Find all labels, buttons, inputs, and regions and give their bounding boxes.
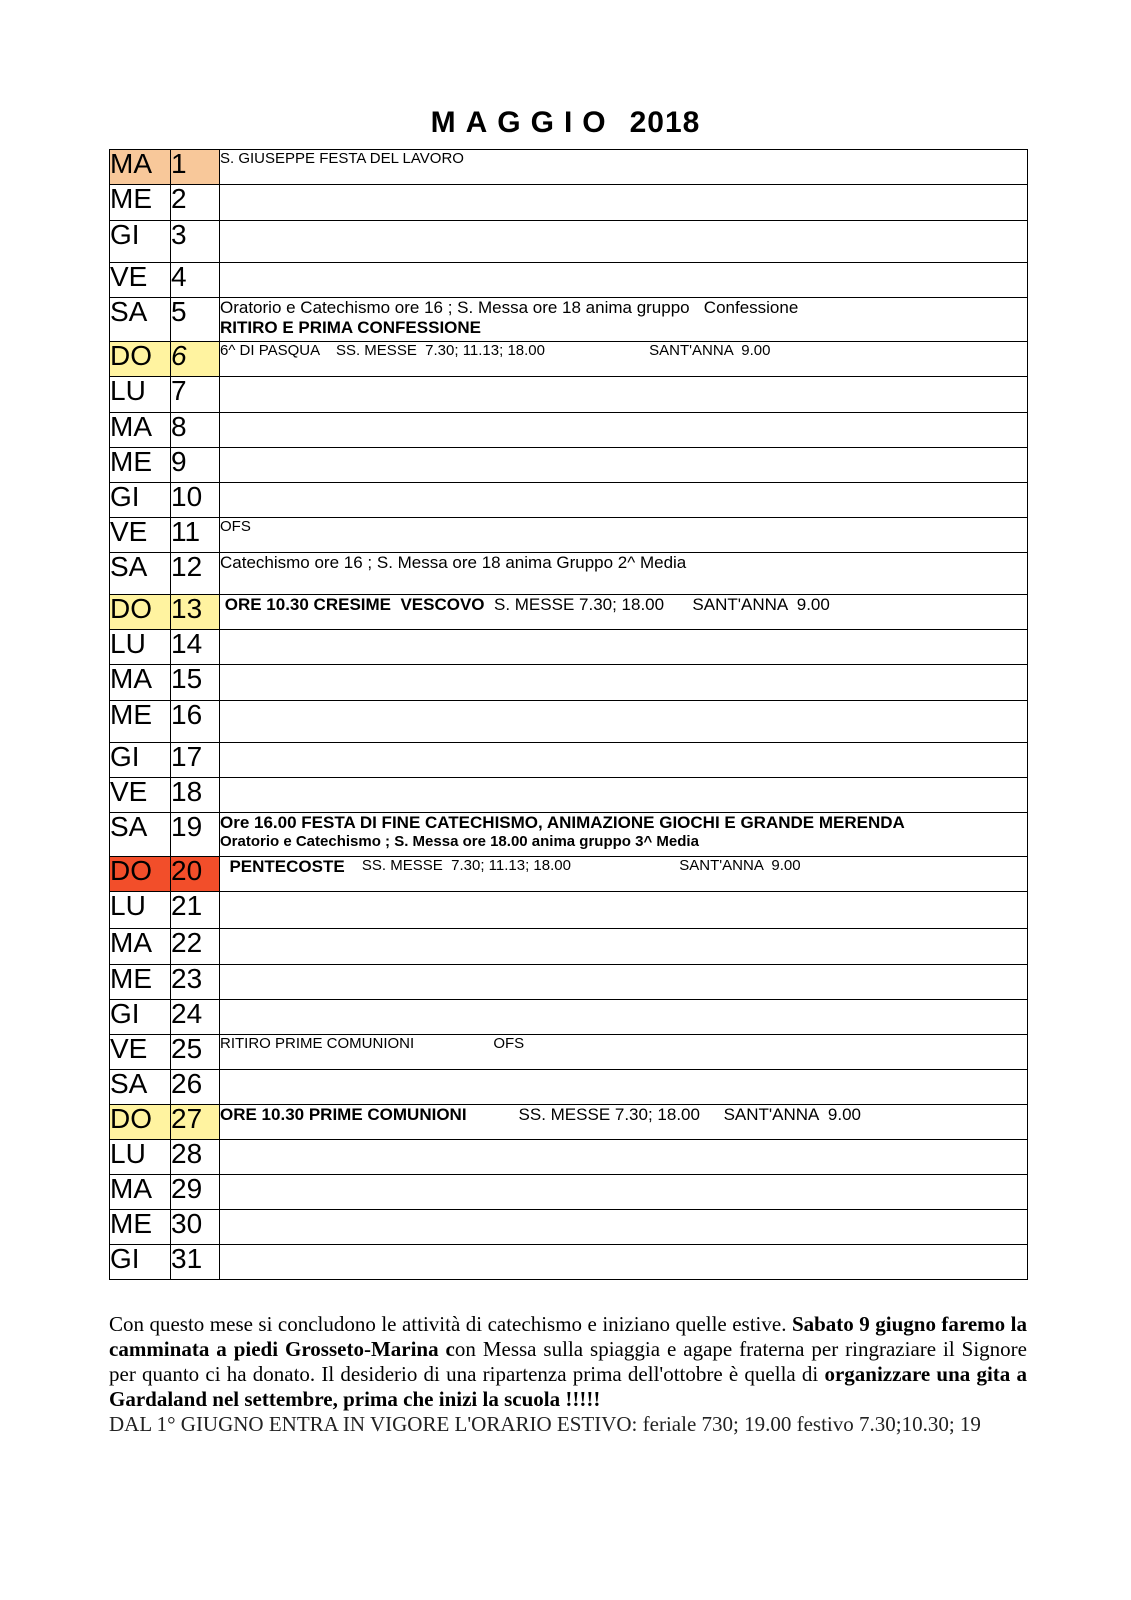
- footer-paragraph-summer-schedule: DAL 1° GIUGNO ENTRA IN VIGORE L'ORARIO ESTIVO: feriale 730; 19.00 festivo 7.30;10.30; 19: [109, 1412, 981, 1436]
- calendar-row: [110, 150, 1028, 185]
- event-cell: [220, 518, 1028, 553]
- event-text: 6^ DI PASQUA SS. MESSE 7.30; 11.13; 18.00 SANT'ANNA 9.00: [220, 342, 771, 359]
- weekday-cell: ME: [110, 965, 171, 1000]
- title-month: MAGGIO: [430, 106, 616, 139]
- day-number-cell: 4: [171, 263, 220, 298]
- footer-text-run: organizzare una gita a Gardaland nel settembre, prima che inizi la scuola !!!!!: [109, 1362, 1027, 1411]
- day-number-cell: 7: [171, 377, 220, 413]
- day-number-cell: 1: [171, 150, 220, 185]
- event-line: [220, 298, 1027, 318]
- event-text: PENTECOSTE: [220, 857, 350, 876]
- calendar-row: [110, 595, 1028, 630]
- day-number-cell: 18: [171, 778, 220, 813]
- event-cell: [220, 1105, 1028, 1140]
- event-cell: [220, 413, 1028, 448]
- weekday-cell: MA: [110, 929, 171, 965]
- calendar-row: [110, 263, 1028, 298]
- day-number-cell: 10: [171, 483, 220, 518]
- calendar-body: [110, 150, 1028, 1280]
- weekday-cell: GI: [110, 1245, 171, 1280]
- event-cell: [220, 298, 1028, 342]
- weekday-cell: VE: [110, 263, 171, 298]
- day-number-cell: 28: [171, 1140, 220, 1175]
- event-cell: [220, 1035, 1028, 1070]
- weekday-cell: DO: [110, 1105, 171, 1140]
- event-cell: [220, 263, 1028, 298]
- event-cell: [220, 1140, 1028, 1175]
- event-line: [220, 518, 1027, 536]
- event-text: Ore 16.00 FESTA DI FINE CATECHISMO, ANIMAZIONE GIOCHI E GRANDE MERENDA: [220, 813, 905, 832]
- event-cell: [220, 665, 1028, 701]
- page-title: [0, 106, 1131, 140]
- event-text: S. GIUSEPPE FESTA DEL LAVORO: [220, 150, 464, 167]
- calendar-row: [110, 1210, 1028, 1245]
- event-line: [220, 813, 1027, 833]
- weekday-cell: ME: [110, 701, 171, 743]
- calendar-row: [110, 342, 1028, 377]
- event-cell: [220, 483, 1028, 518]
- weekday-cell: DO: [110, 857, 171, 892]
- weekday-cell: SA: [110, 813, 171, 857]
- day-number-cell: 19: [171, 813, 220, 857]
- day-number-cell: 5: [171, 298, 220, 342]
- calendar-row: [110, 1105, 1028, 1140]
- weekday-cell: DO: [110, 595, 171, 630]
- day-number-cell: 9: [171, 448, 220, 483]
- calendar-row: [110, 448, 1028, 483]
- event-text: OFS: [220, 518, 251, 535]
- weekday-cell: ME: [110, 185, 171, 221]
- event-cell: [220, 1000, 1028, 1035]
- day-number-cell: 30: [171, 1210, 220, 1245]
- weekday-cell: MA: [110, 665, 171, 701]
- calendar-row: [110, 857, 1028, 892]
- event-cell: [220, 377, 1028, 413]
- weekday-cell: GI: [110, 743, 171, 778]
- event-cell: [220, 185, 1028, 221]
- footer-text-run: Con questo mese si concludono le attività di catechismo e iniziano quelle estive.: [109, 1312, 792, 1336]
- event-text: Oratorio e Catechismo ; S. Messa ore 18.00 anima gruppo 3^ Media: [220, 833, 699, 851]
- calendar-row: [110, 813, 1028, 857]
- day-number-cell: 25: [171, 1035, 220, 1070]
- calendar-row: [110, 965, 1028, 1000]
- event-line: [220, 150, 1027, 168]
- footer-paragraph-activities: [109, 1312, 1027, 1412]
- day-number-cell: 11: [171, 518, 220, 553]
- footer-text-run: Sabato 9 giugno faremo la camminata a piedi Grosseto-Marina c: [109, 1312, 1027, 1361]
- event-line: [220, 342, 1027, 360]
- event-line: [220, 833, 1027, 851]
- day-number-cell: 2: [171, 185, 220, 221]
- weekday-cell: MA: [110, 413, 171, 448]
- calendar-row: [110, 743, 1028, 778]
- day-number-cell: 23: [171, 965, 220, 1000]
- event-cell: [220, 1070, 1028, 1105]
- weekday-cell: GI: [110, 1000, 171, 1035]
- calendar-row: [110, 553, 1028, 595]
- title-year: 2018: [629, 106, 701, 139]
- event-cell: [220, 965, 1028, 1000]
- event-cell: [220, 553, 1028, 595]
- calendar-row: [110, 1035, 1028, 1070]
- event-text: RITIRO PRIME COMUNIONI OFS: [220, 1035, 525, 1052]
- event-line: [220, 1105, 1027, 1125]
- calendar-row: [110, 892, 1028, 929]
- event-text: ORE 10.30 CRESIME VESCOVO: [220, 595, 490, 614]
- weekday-cell: LU: [110, 377, 171, 413]
- calendar-row: [110, 413, 1028, 448]
- day-number-cell: 3: [171, 221, 220, 263]
- footer-notes: [109, 1312, 1027, 1437]
- weekday-cell: DO: [110, 342, 171, 377]
- event-cell: [220, 929, 1028, 965]
- calendar-row: [110, 665, 1028, 701]
- calendar-row: [110, 221, 1028, 263]
- weekday-cell: SA: [110, 298, 171, 342]
- event-cell: [220, 1175, 1028, 1210]
- weekday-cell: SA: [110, 1070, 171, 1105]
- calendar-row: [110, 1000, 1028, 1035]
- calendar-row: [110, 483, 1028, 518]
- calendar-row: [110, 1140, 1028, 1175]
- calendar-row: [110, 298, 1028, 342]
- event-cell: [220, 778, 1028, 813]
- day-number-cell: 20: [171, 857, 220, 892]
- day-number-cell: 16: [171, 701, 220, 743]
- event-cell: [220, 701, 1028, 743]
- weekday-cell: SA: [110, 553, 171, 595]
- day-number-cell: 26: [171, 1070, 220, 1105]
- weekday-cell: VE: [110, 518, 171, 553]
- event-cell: [220, 892, 1028, 929]
- day-number-cell: 12: [171, 553, 220, 595]
- event-cell: [220, 150, 1028, 185]
- calendar-row: [110, 1245, 1028, 1280]
- calendar-row: [110, 377, 1028, 413]
- event-text: Oratorio e Catechismo ore 16 ; S. Messa ore 18 anima gruppo Confessione: [220, 298, 799, 317]
- event-cell: [220, 221, 1028, 263]
- event-line: [220, 1035, 1027, 1053]
- day-number-cell: 21: [171, 892, 220, 929]
- day-number-cell: 14: [171, 630, 220, 665]
- weekday-cell: LU: [110, 1140, 171, 1175]
- event-text: SS. MESSE 7.30; 18.00 SANT'ANNA 9.00: [466, 1105, 861, 1124]
- calendar-row: [110, 1175, 1028, 1210]
- footer-text-run: on Messa sulla spiaggia e agape fraterna per ringraziare il Signore per quanto ci ha donato. Il desiderio di una ripartenza prima dell'ottobre è quella di: [109, 1337, 1027, 1386]
- event-cell: [220, 857, 1028, 892]
- event-text: ORE 10.30 PRIME COMUNIONI: [220, 1105, 467, 1124]
- event-cell: [220, 743, 1028, 778]
- event-text: S. MESSE 7.30; 18.00 SANT'ANNA 9.00: [489, 595, 830, 614]
- event-cell: [220, 342, 1028, 377]
- day-number-cell: 8: [171, 413, 220, 448]
- calendar-row: [110, 929, 1028, 965]
- weekday-cell: ME: [110, 448, 171, 483]
- event-cell: [220, 630, 1028, 665]
- day-number-cell: 31: [171, 1245, 220, 1280]
- event-cell: [220, 448, 1028, 483]
- calendar-row: [110, 185, 1028, 221]
- event-cell: [220, 813, 1028, 857]
- weekday-cell: MA: [110, 150, 171, 185]
- event-line: [220, 595, 1027, 615]
- event-line: [220, 857, 1027, 877]
- calendar-table: [109, 149, 1028, 1280]
- calendar-row: [110, 701, 1028, 743]
- weekday-cell: VE: [110, 1035, 171, 1070]
- weekday-cell: GI: [110, 221, 171, 263]
- calendar-row: [110, 1070, 1028, 1105]
- day-number-cell: 13: [171, 595, 220, 630]
- calendar-row: [110, 630, 1028, 665]
- event-line: [220, 318, 1027, 338]
- event-text: SS. MESSE 7.30; 11.13; 18.00 SANT'ANNA 9.00: [349, 857, 801, 874]
- event-text: Catechismo ore 16 ; S. Messa ore 18 anima Gruppo 2^ Media: [220, 553, 687, 572]
- event-line: [220, 553, 1027, 573]
- day-number-cell: 17: [171, 743, 220, 778]
- event-cell: [220, 1210, 1028, 1245]
- day-number-cell: 24: [171, 1000, 220, 1035]
- weekday-cell: MA: [110, 1175, 171, 1210]
- weekday-cell: LU: [110, 892, 171, 929]
- calendar-row: [110, 518, 1028, 553]
- day-number-cell: 15: [171, 665, 220, 701]
- weekday-cell: ME: [110, 1210, 171, 1245]
- day-number-cell: 22: [171, 929, 220, 965]
- weekday-cell: LU: [110, 630, 171, 665]
- event-cell: [220, 1245, 1028, 1280]
- weekday-cell: GI: [110, 483, 171, 518]
- calendar-row: [110, 778, 1028, 813]
- day-number-cell: 6: [171, 342, 220, 377]
- weekday-cell: VE: [110, 778, 171, 813]
- event-text: RITIRO E PRIMA CONFESSIONE: [220, 318, 482, 338]
- event-cell: [220, 595, 1028, 630]
- day-number-cell: 27: [171, 1105, 220, 1140]
- day-number-cell: 29: [171, 1175, 220, 1210]
